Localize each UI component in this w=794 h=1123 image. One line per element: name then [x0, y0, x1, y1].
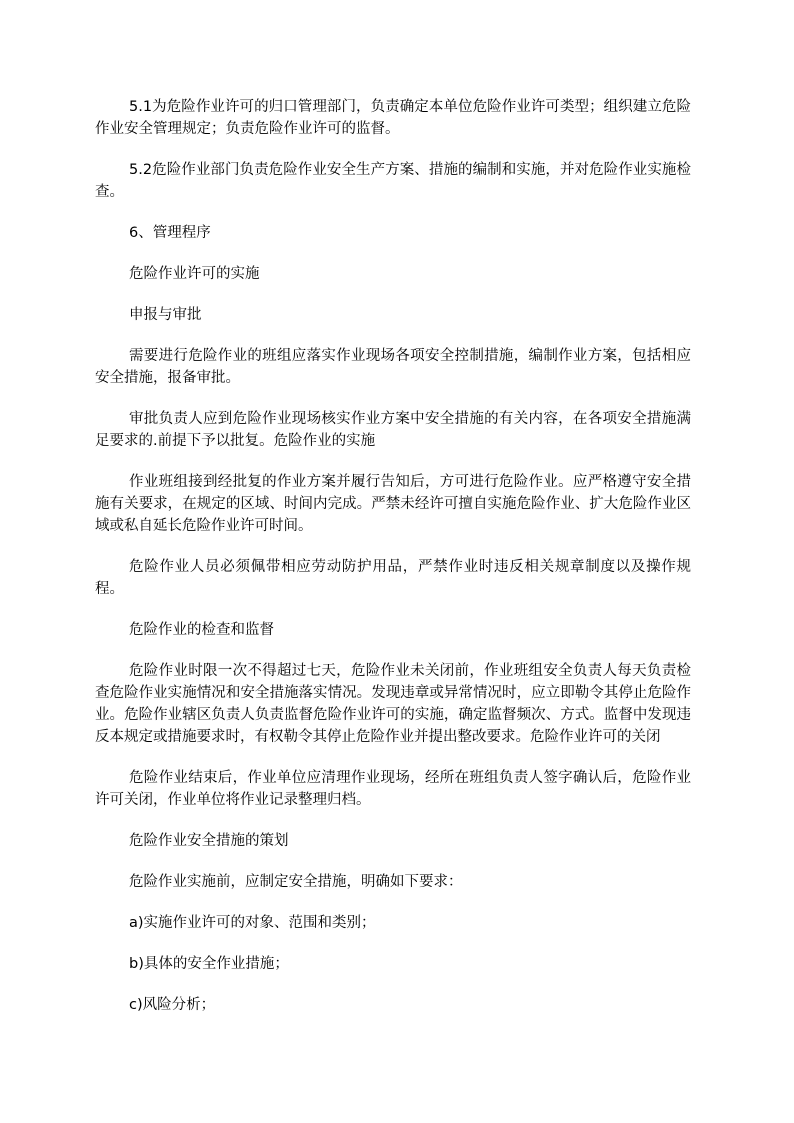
section-heading-management-procedure: 6、管理程序	[129, 225, 211, 241]
paragraph-safety-requirements: 危险作业实施前，应制定安全措施，明确如下要求：	[129, 874, 463, 890]
paragraph-approval: 审批负责人应到危险作业现场核实作业方案中安全措施的有关内容，在各项安全措施满足要求的.前提下予以批复。危险作业的实施	[95, 411, 691, 449]
paragraph-application: 需要进行危险作业的班组应落实作业现场各项安全控制措施，编制作业方案，包括相应安全措施，报备审批。	[95, 348, 691, 386]
subheading-application-approval: 申报与审批	[129, 307, 202, 323]
paragraph-5-2: 5.2危险作业部门负责危险作业安全生产方案、措施的编制和实施，并对危险作业实施检查。	[95, 162, 691, 200]
paragraph-protective-equipment: 危险作业人员必须佩带相应劳动防护用品，严禁作业时违反相关规章制度以及操作规程。	[95, 559, 691, 597]
list-item-b: b)具体的安全作业措施；	[129, 956, 289, 972]
paragraph-work-execution: 作业班组接到经批复的作业方案并履行告知后，方可进行危险作业。应严格遵守安全措施有关要求，在规定的区域、时间内完成。严禁未经许可擅自实施危险作业、扩大危险作业区域或私自延长危险作业许可时间。	[95, 474, 691, 534]
subheading-inspection-supervision: 危险作业的检查和监督	[129, 622, 274, 638]
paragraph-5-1: 5.1为危险作业许可的归口管理部门，负责确定本单位危险作业许可类型；组织建立危险作业安全管理规定；负责危险作业许可的监督。	[95, 99, 691, 137]
subheading-safety-planning: 危险作业安全措施的策划	[129, 833, 289, 849]
subheading-permit-implementation: 危险作业许可的实施	[129, 266, 260, 282]
list-item-a: a)实施作业许可的对象、范围和类别；	[129, 915, 376, 931]
paragraph-permit-closure: 危险作业结束后，作业单位应清理作业现场，经所在班组负责人签字确认后，危险作业许可关闭，作业单位将作业记录整理归档。	[95, 770, 691, 808]
document-page	[95, 96, 691, 1016]
list-item-c: c)风险分析；	[129, 997, 216, 1013]
paragraph-inspection: 危险作业时限一次不得超过七天，危险作业未关闭前，作业班组安全负责人每天负责检查危险作业实施情况和安全措施落实情况。发现违章或异常情况时，应立即勒令其停止危险作业。危险作业辖区负责人负责监督危险作业许可的实施，确定监督频次、方式。监督中发现违反本规定或措施要求时，有权勒令其停止危险作业并提出整改要求。危险作业许可的关闭	[95, 663, 691, 745]
